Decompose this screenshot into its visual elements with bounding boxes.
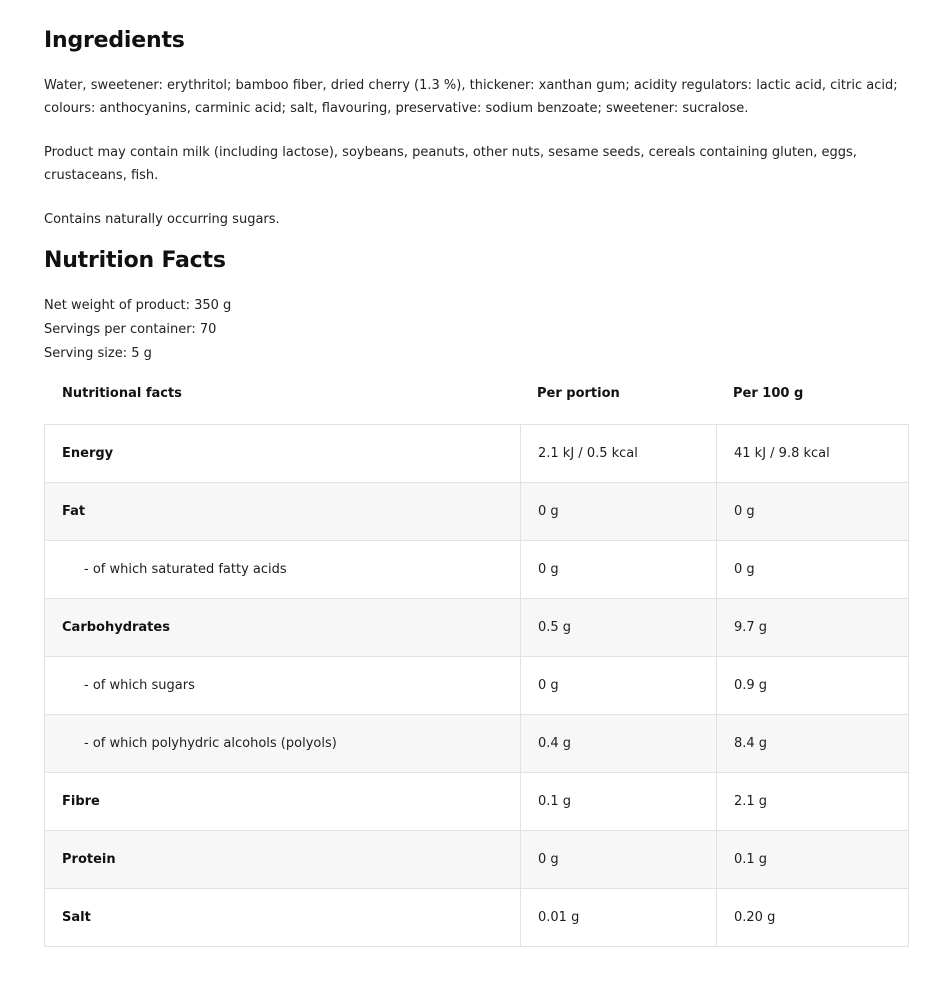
nutrient-name: Fibre xyxy=(45,773,521,831)
table-row xyxy=(45,773,909,831)
table-row xyxy=(45,715,909,773)
per-100g-value: 41 kJ / 9.8 kcal xyxy=(717,425,909,483)
nutrient-name: Protein xyxy=(45,831,521,889)
per-portion-value: 2.1 kJ / 0.5 kcal xyxy=(521,425,717,483)
per-100g-value: 0.9 g xyxy=(717,657,909,715)
ingredients-list: Water, sweetener: erythritol; bamboo fiber, dried cherry (1.3 %), thickener: xanthan gum; acidity regulators: lactic acid, citric acid; colours: anthocyanins, carminic acid; salt, flavouring, preservative: sodium benzoate; sweetener: sucralose. xyxy=(44,78,898,116)
nutrient-name: Fat xyxy=(45,483,521,541)
table-row xyxy=(45,541,909,599)
ingredients-heading: Ingredients xyxy=(44,28,185,53)
table-row xyxy=(45,483,909,541)
per-100g-value: 9.7 g xyxy=(717,599,909,657)
column-header-per-portion: Per portion xyxy=(537,386,620,401)
nutrient-name: - of which sugars xyxy=(45,657,521,715)
nutrient-name: Salt xyxy=(45,889,521,947)
per-100g-value: 0.20 g xyxy=(717,889,909,947)
per-portion-value: 0.01 g xyxy=(521,889,717,947)
table-row xyxy=(45,599,909,657)
per-portion-value: 0 g xyxy=(521,657,717,715)
nutrient-name: - of which saturated fatty acids xyxy=(45,541,521,599)
per-100g-value: 0 g xyxy=(717,483,909,541)
column-header-per-100g: Per 100 g xyxy=(733,386,804,401)
sugar-notice: Contains naturally occurring sugars. xyxy=(44,212,280,227)
nutrition-table xyxy=(44,424,909,947)
per-100g-value: 2.1 g xyxy=(717,773,909,831)
per-portion-value: 0 g xyxy=(521,831,717,889)
table-row xyxy=(45,831,909,889)
per-portion-value: 0.5 g xyxy=(521,599,717,657)
table-row xyxy=(45,425,909,483)
column-header-nutritional-facts: Nutritional facts xyxy=(62,386,182,401)
per-100g-value: 0 g xyxy=(717,541,909,599)
net-weight: Net weight of product: 350 g xyxy=(44,298,232,313)
table-row xyxy=(45,889,909,947)
per-portion-value: 0.4 g xyxy=(521,715,717,773)
per-portion-value: 0 g xyxy=(521,541,717,599)
nutrient-name: Energy xyxy=(45,425,521,483)
servings-per-container: Servings per container: 70 xyxy=(44,322,217,337)
nutrient-name: Carbohydrates xyxy=(45,599,521,657)
nutrition-meta xyxy=(44,294,231,366)
per-100g-value: 8.4 g xyxy=(717,715,909,773)
nutrient-name: - of which polyhydric alcohols (polyols) xyxy=(45,715,521,773)
table-row xyxy=(45,657,909,715)
per-portion-value: 0 g xyxy=(521,483,717,541)
nutrition-heading: Nutrition Facts xyxy=(44,248,226,273)
per-100g-value: 0.1 g xyxy=(717,831,909,889)
serving-size: Serving size: 5 g xyxy=(44,346,152,361)
per-portion-value: 0.1 g xyxy=(521,773,717,831)
nutrition-table-header xyxy=(44,384,908,406)
allergen-notice: Product may contain milk (including lactose), soybeans, peanuts, other nuts, sesame seeds, cereals containing gluten, eggs, crustaceans, fish. xyxy=(44,145,857,183)
